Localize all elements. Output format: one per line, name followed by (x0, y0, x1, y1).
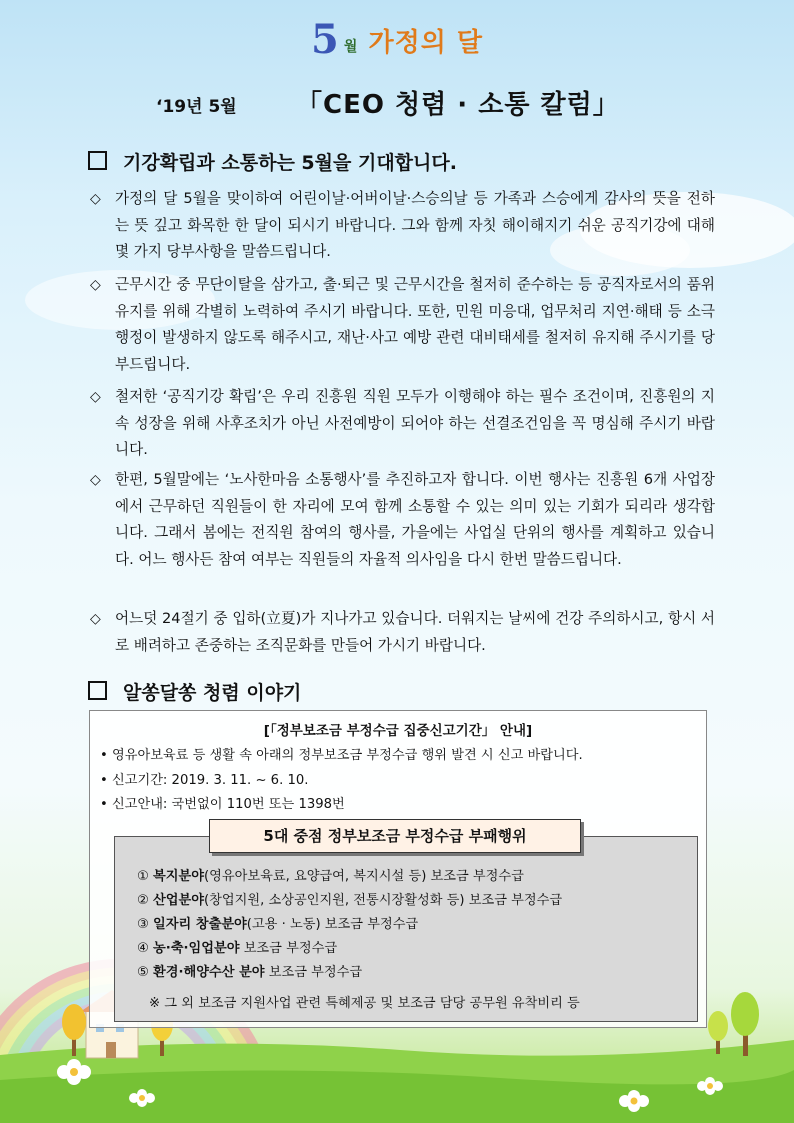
paragraph (90, 272, 715, 378)
section-heading-discipline (88, 148, 457, 175)
fraud-item (137, 865, 524, 884)
paragraph (90, 606, 715, 659)
fraud-item (137, 937, 337, 956)
notice-line: • 신고기간: 2019. 3. 11. ~ 6. 10. (100, 773, 309, 788)
fraud-item-number: ④ (137, 941, 149, 956)
banner-month-word: 월 (343, 39, 358, 55)
diamond-bullet-icon: ◇ (90, 277, 101, 293)
fraud-item-number: ① (137, 869, 149, 884)
fraud-item-detail: (고용 · 노동) 보조금 부정수급 (246, 917, 419, 932)
column-date: ‘19년 5월 (156, 97, 237, 117)
banner-title: 가정의 달 (368, 28, 484, 58)
diamond-bullet-icon: ◇ (90, 611, 101, 627)
notice-line: • 신고안내: 국번없이 110번 또는 1398번 (100, 797, 345, 812)
fraud-item (137, 961, 362, 980)
fraud-item-category: 복지분야 (153, 869, 204, 884)
paragraph-text: 한편, 5월말에는 ‘노사한마음 소통행사’를 추진하고자 합니다. 이번 행사는 진흥원 6개 사업장에서 근무하던 직원들이 한 자리에 모여 함께 소통할 수 있는 의미 있는 기회가 되리라 생각합니다. 그래서 봄에는 전직원 참여의 행사를, 가을에는 사업실 단위의 행사를 계획하고 있습니다. 어느 행사든 참여 여부는 직원들의 자율적 의사임을 다시 한번 말씀드립니다. (115, 471, 715, 568)
diamond-bullet-icon: ◇ (90, 389, 101, 405)
diamond-bullet-icon: ◇ (90, 191, 101, 207)
notice-title: [「정부보조금 부정수급 집중신고기간」 안내] (263, 723, 533, 739)
fraud-item-detail: 보조금 부정수급 (239, 941, 338, 956)
fraud-list-box (114, 836, 698, 1022)
paragraph-text: 근무시간 중 무단이탈을 삼가고, 출·퇴근 및 근무시간을 철저히 준수하는 등 공직자로서의 품위 유지를 위해 각별히 노력하여 주시기 바랍니다. 또한, 민원 미응대, 업무처리 지연·해태 등 소극행정이 발생하지 않도록 해주시고, 재난·사고 예방 관련 대비태세를 철저히 유지해 주시기를 당부드립니다. (115, 276, 715, 373)
fraud-item (137, 913, 418, 932)
fraud-item-number: ③ (137, 917, 149, 932)
fraud-item-category: 환경·해양수산 분야 (153, 965, 265, 980)
fraud-item-number: ⑤ (137, 965, 149, 980)
paragraph-text: 가정의 달 5월을 맞이하여 어린이날·어버이날·스승의날 등 가족과 스승에게 감사의 뜻을 전하는 뜻 깊고 화목한 한 달이 되시기 바랍니다. 그와 함께 자칫 해이해지기 쉬운 공직기강에 대해 몇 가지 당부사항을 말씀드립니다. (115, 190, 715, 260)
fraud-item (137, 889, 562, 908)
fraud-list-title: 5대 중점 정부보조금 부정수급 부패행위 (209, 819, 581, 853)
notice-line: • 영유아보육료 등 생활 속 아래의 정부보조금 부정수급 행위 발견 시 신고 바랍니다. (100, 748, 583, 763)
fraud-item-category: 일자리 창출분야 (153, 917, 247, 932)
column-header (0, 84, 794, 120)
diamond-bullet-icon: ◇ (90, 472, 101, 488)
paragraph (90, 384, 715, 464)
paragraph (90, 186, 715, 266)
paragraph-text: 어느덧 24절기 중 입하(立夏)가 지나가고 있습니다. 더워지는 날씨에 건강 주의하시고, 항시 서로 배려하고 존중하는 조직문화를 만들어 가시기 바랍니다. (115, 610, 715, 654)
checkbox-square-icon (88, 681, 107, 700)
fraud-item-category: 농·축·임업분야 (153, 941, 240, 956)
fraud-note: ※ 그 외 보조금 지원사업 관련 특혜제공 및 보조금 담당 공무원 유착비리 등 (149, 996, 580, 1011)
section-heading-integrity-story (88, 678, 301, 705)
paragraph (90, 467, 715, 573)
section-heading-text: 기강확립과 소통하는 5월을 기대합니다. (123, 152, 457, 174)
fraud-item-detail: 보조금 부정수급 (264, 965, 363, 980)
fraud-item-category: 산업분야 (153, 893, 204, 908)
fraud-item-number: ② (137, 893, 149, 908)
section-heading-text: 알쏭달쏭 청렴 이야기 (123, 682, 302, 704)
month-banner (0, 16, 794, 63)
banner-number: 5 (310, 16, 339, 63)
column-title: 「CEO 청렴 · 소통 칼럼」 (296, 90, 620, 120)
paragraph-text: 철저한 ‘공직기강 확립’은 우리 진흥원 직원 모두가 이행해야 하는 필수 조건이며, 진흥원의 지속 성장을 위해 사후조치가 아닌 사전예방이 되어야 하는 선결조건임을 꼭 명심해 주시기 바랍니다. (115, 388, 715, 458)
checkbox-square-icon (88, 151, 107, 170)
fraud-item-detail: (영유아보육료, 요양급여, 복지시설 등) 보조금 부정수급 (204, 869, 524, 884)
fraud-item-detail: (창업지원, 소상공인지원, 전통시장활성화 등) 보조금 부정수급 (204, 893, 563, 908)
notice-box (89, 710, 707, 1028)
